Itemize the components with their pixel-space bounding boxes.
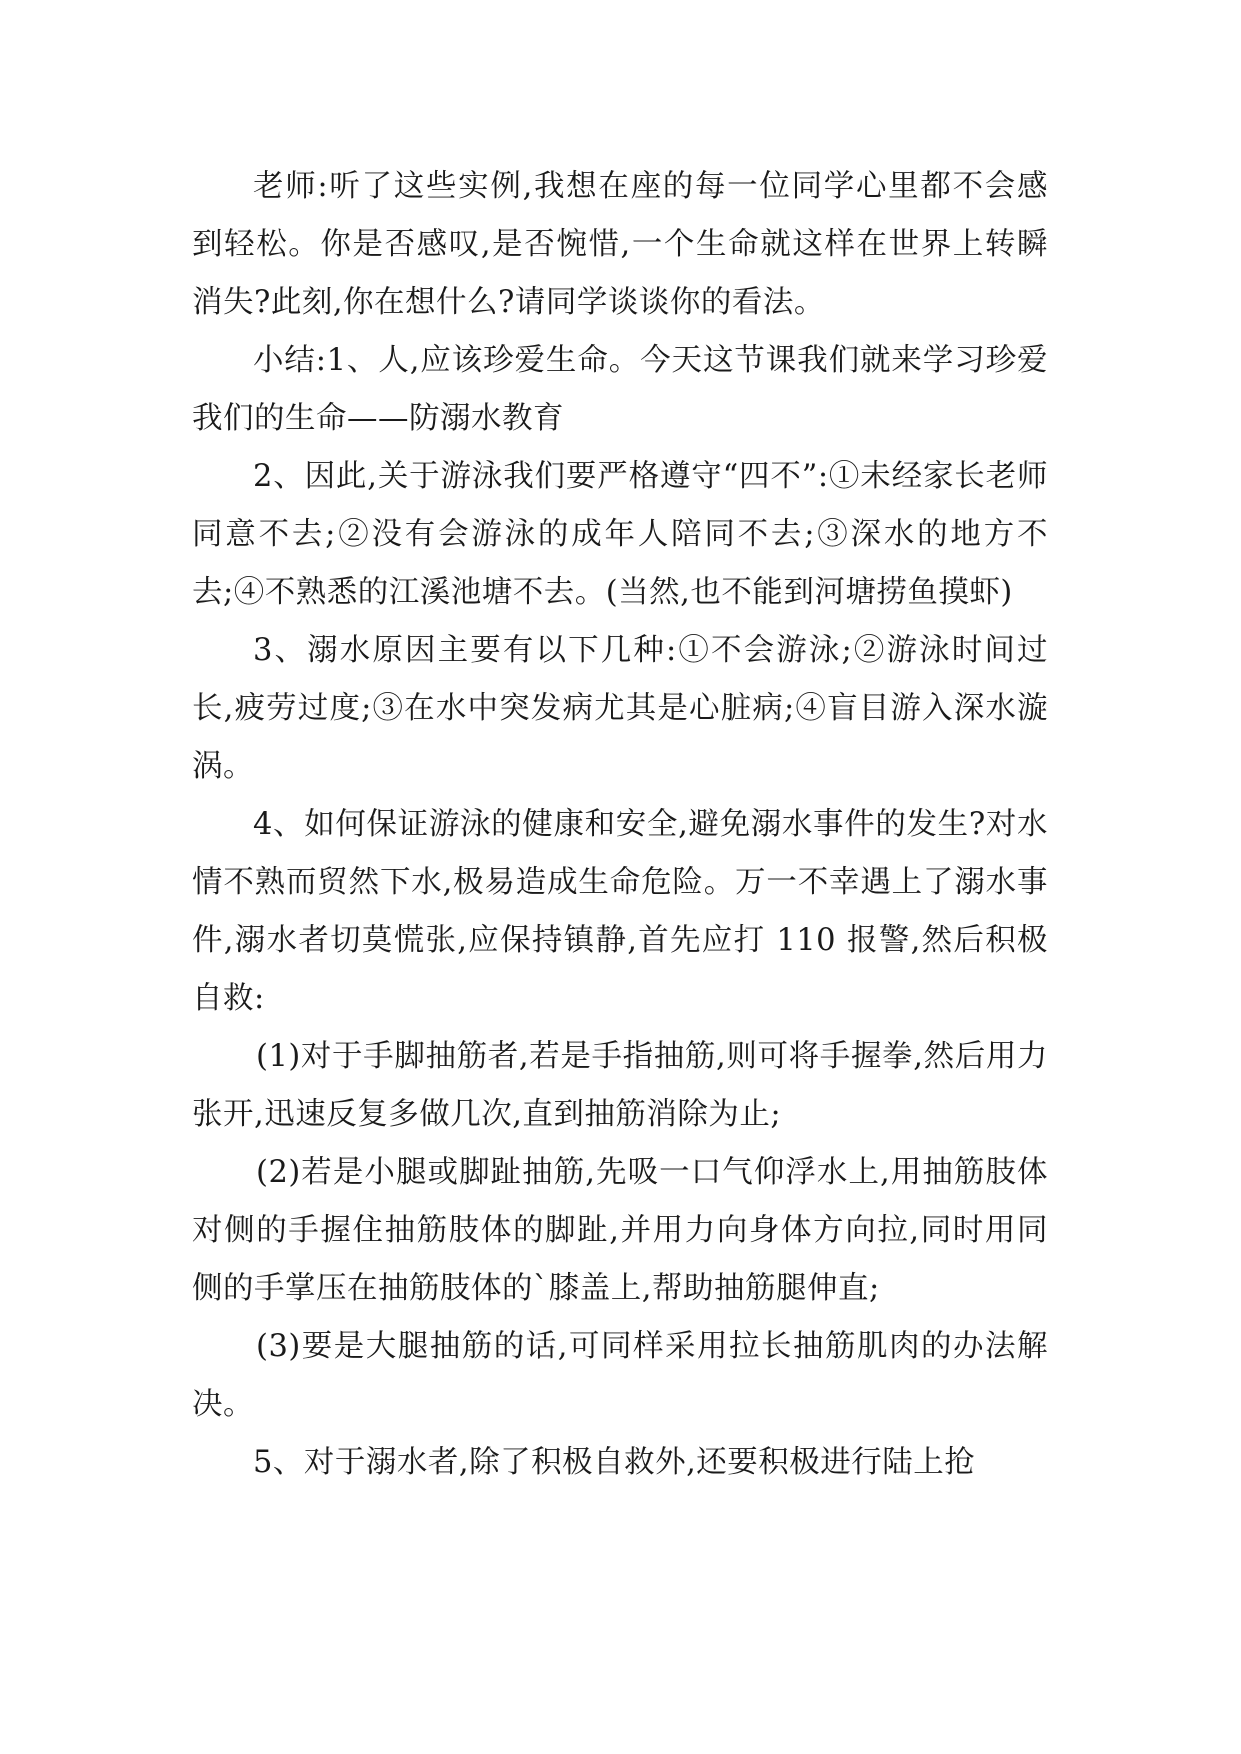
paragraph-summary-2: 2、因此,关于游泳我们要严格遵守“四不”:①未经家长老师同意不去;②没有会游泳的成年人陪同不去;③深水的地方不去;④不熟悉的江溪池塘不去。(当然,也不能到河塘捞鱼摸虾) <box>192 459 1048 610</box>
paragraph-summary-5: 5、对于溺水者,除了积极自救外,还要积极进行陆上抢 <box>253 1445 976 1480</box>
paragraph-summary-3: 3、溺水原因主要有以下几种:①不会游泳;②游泳时间过长,疲劳过度;③在水中突发病尤其是心脏病;④盲目游入深水漩涡。 <box>192 633 1048 784</box>
paragraph-summary-1: 小结:1、人,应该珍爱生命。今天这节课我们就来学习珍爱我们的生命——防溺水教育 <box>192 343 1048 436</box>
paragraph-item-3: (3)要是大腿抽筋的话,可同样采用拉长抽筋肌肉的办法解决。 <box>192 1329 1048 1422</box>
paragraph-item-1: (1)对于手脚抽筋者,若是手指抽筋,则可将手握拳,然后用力张开,迅速反复多做几次,直到抽筋消除为止; <box>192 1039 1048 1132</box>
paragraph-summary-4: 4、如何保证游泳的健康和安全,避免溺水事件的发生?对水情不熟而贸然下水,极易造成生命危险。万一不幸遇上了溺水事件,溺水者切莫慌张,应保持镇静,首先应打 110 报警,然后积极自救: <box>192 807 1048 1016</box>
paragraph-item-2: (2)若是小腿或脚趾抽筋,先吸一口气仰浮水上,用抽筋肢体对侧的手握住抽筋肢体的脚趾,并用力向身体方向拉,同时用同侧的手掌压在抽筋肢体的`膝盖上,帮助抽筋腿伸直; <box>192 1155 1048 1306</box>
paragraph-teacher-remark: 老师:听了这些实例,我想在座的每一位同学心里都不会感到轻松。你是否感叹,是否惋惜,一个生命就这样在世界上转瞬消失?此刻,你在想什么?请同学谈谈你的看法。 <box>192 169 1048 320</box>
document-body <box>192 158 1048 1492</box>
